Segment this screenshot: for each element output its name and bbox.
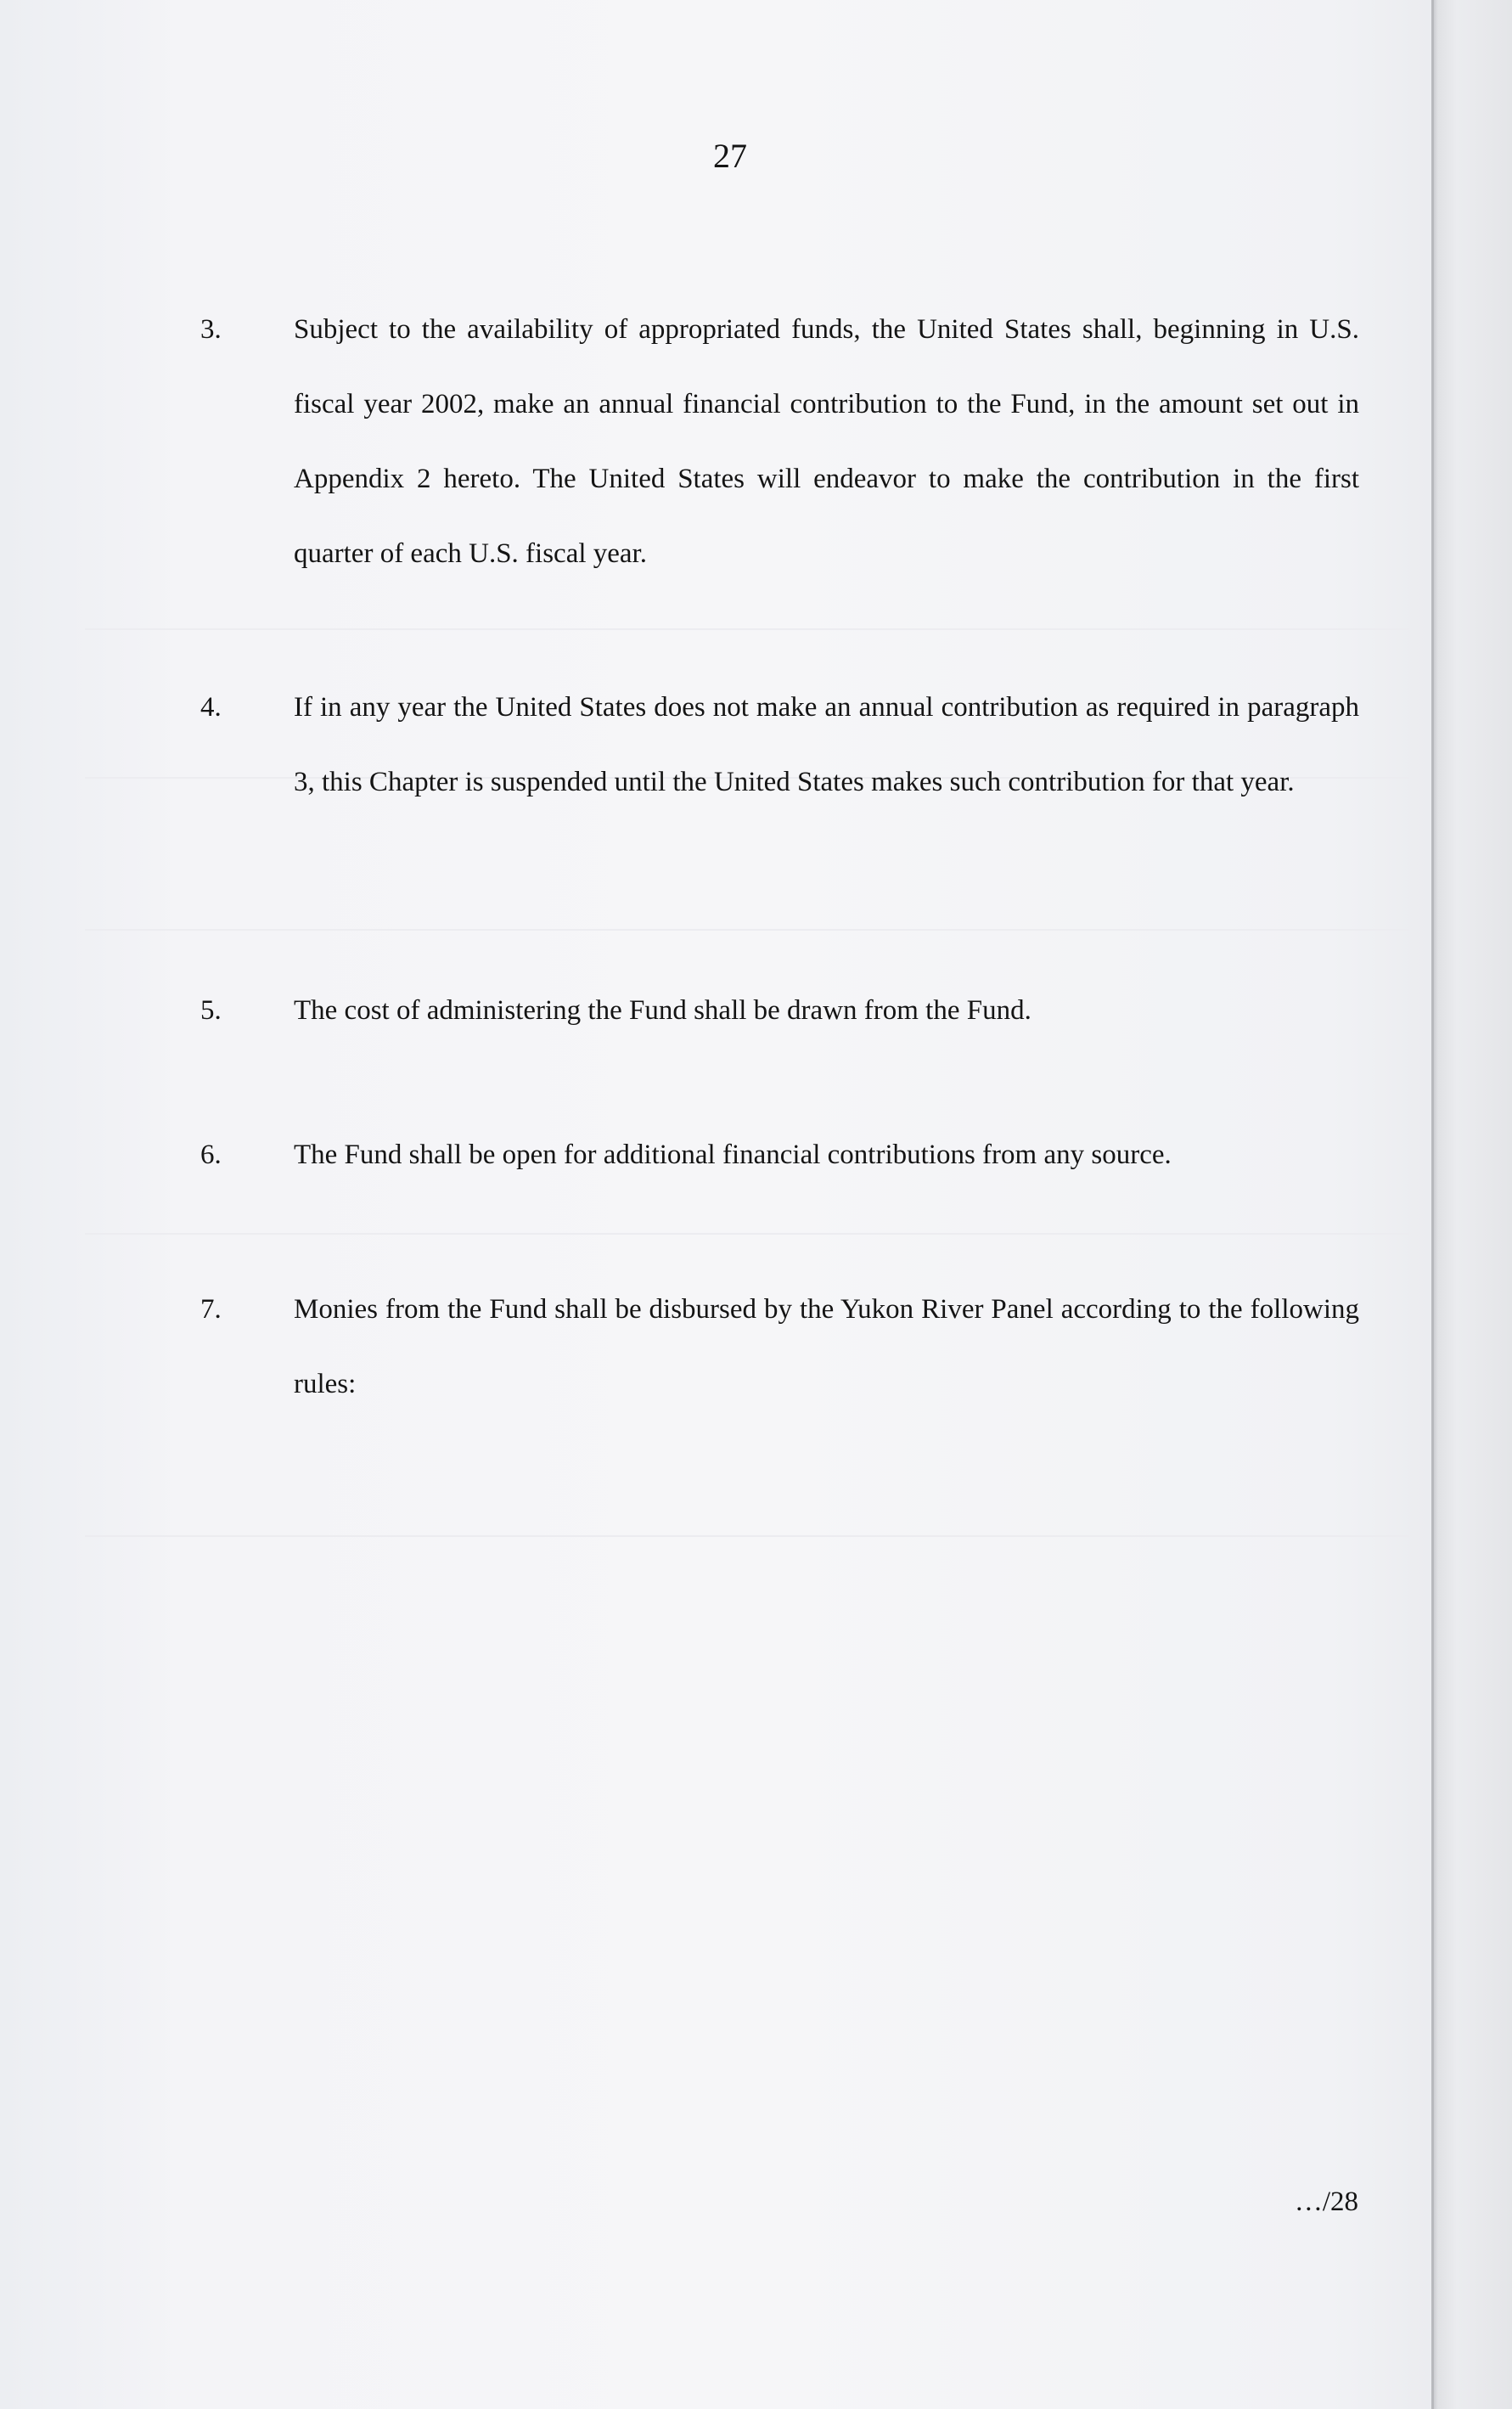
paragraph-text: The cost of administering the Fund shall be drawn from the Fund. [294,995,1031,1026]
paragraph-text: If in any year the United States does not make an annual contribution as required in paragraph 3, this Chapter is suspended until the United States makes such contribution for that year. [294,692,1359,797]
page-edge-shadow [1433,0,1512,2409]
bleed-through-mark [85,1233,1409,1235]
bleed-through-mark [85,628,1409,630]
bleed-through-mark [85,1535,1409,1537]
paragraph-number: 4. [200,692,222,723]
paragraph-text: Monies from the Fund shall be disbursed by the Yukon River Panel according to the following rules: [294,1294,1359,1399]
continuation-reference: …/28 [1294,2187,1358,2217]
paragraph-number: 5. [200,995,222,1026]
page-number: 27 [713,137,747,175]
paragraph-number: 6. [200,1140,222,1170]
paragraph-number: 7. [200,1294,222,1325]
paragraph-number: 3. [200,314,222,345]
paragraph-text: Subject to the availability of appropriated funds, the United States shall, beginning in U.S. fiscal year 2002, make an annual financial contribution to the Fund, in the amount set out in Appendix 2 hereto. The United States will endeavor to make the contribution in the first quarter of each U.S. fiscal year. [294,314,1359,569]
bleed-through-mark [85,929,1409,931]
paragraph-text: The Fund shall be open for additional financial contributions from any source. [294,1140,1172,1170]
page-edge-line [1431,0,1434,2409]
